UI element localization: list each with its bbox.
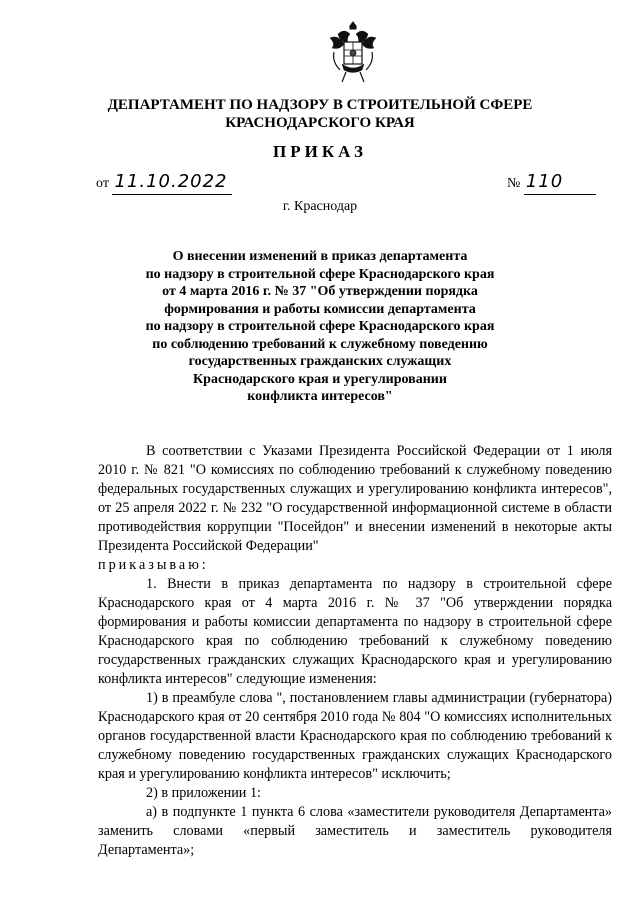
order-title: ПРИКАЗ (273, 142, 367, 161)
department-name-line2: КРАСНОДАРСКОГО КРАЯ (225, 115, 415, 131)
department-name (0, 96, 640, 132)
preamble-paragraph: В соответствии с Указами Президента Российской Федерации от 1 июля 2010 г. № 821 "О комиссиях по соблюдению требований к служебному поведению федеральных государственных служащих и урегулированию конфликта интересов", от 25 апреля 2022 г. № 232 "О государственной информационной системе в области противодействия коррупции "Посейдон" и внесении изменений в некоторые акты Президента Российской Федерации" (98, 443, 612, 554)
point-1-paragraph: 1. Внести в приказ департамента по надзору в строительной сфере Краснодарского края от 4 марта 2016 г. № 37 "Об утверждении порядка формирования и работы комиссии департамента по надзору в строительной сфере Краснодарского края по соблюдению требований к служебному поведению государственных гражданских служащих Краснодарского края и урегулированию конфликта интересов" следующие изменения: (98, 576, 612, 687)
city-name: г. Краснодар (282, 199, 358, 214)
subject-line: О внесении изменений в приказ департамента (172, 249, 468, 264)
subject-line: от 4 марта 2016 г. № 37 "Об утверждении порядка (162, 284, 478, 299)
date-prefix: от (96, 176, 109, 191)
order-subject (0, 248, 640, 406)
subject-line: по надзору в строительной сфере Краснодарского края (145, 319, 495, 334)
subject-line: формирования и работы комиссии департамента (164, 301, 476, 317)
subpoint-2-paragraph: 2) в приложении 1: (146, 785, 261, 801)
subject-line: государственных гражданских служащих (188, 354, 452, 369)
handwritten-date: 11.10.2022 (114, 171, 228, 192)
subject-line: Краснодарского края и урегулировании (193, 371, 447, 387)
order-number (507, 172, 596, 195)
subject-line: по надзору в строительной сфере Краснодарского края (145, 266, 495, 282)
subpoint-1-paragraph: 1) в преамбуле слова ", постановлением главы администрации (губернатора) Краснодарского края от 20 сентября 2010 года № 804 "О комиссиях исполнительных органов государственной власти Краснодарского края по соблюдению требований к служебному поведению государственных гражданских служащих Краснодарского края и урегулированию конфликта интересов" исключить; (98, 690, 612, 782)
order-word: приказываю: (98, 557, 209, 573)
number-prefix: № (507, 176, 521, 191)
order-date (96, 172, 232, 195)
subject-line: конфликта интересов" (247, 389, 393, 404)
subject-line: по соблюдению требований к служебному поведению (152, 336, 488, 352)
subpoint-2a-paragraph: а) в подпункте 1 пункта 6 слова «заместители руководителя Департамента» заменить словами «первый заместитель и заместитель руководителя Департамента»; (98, 804, 612, 858)
coat-of-arms-emblem (328, 20, 378, 84)
order-body (98, 442, 612, 860)
handwritten-number: 110 (525, 171, 564, 192)
department-name-line1: ДЕПАРТАМЕНТ ПО НАДЗОРУ В СТРОИТЕЛЬНОЙ СФЕРЕ (107, 97, 533, 113)
